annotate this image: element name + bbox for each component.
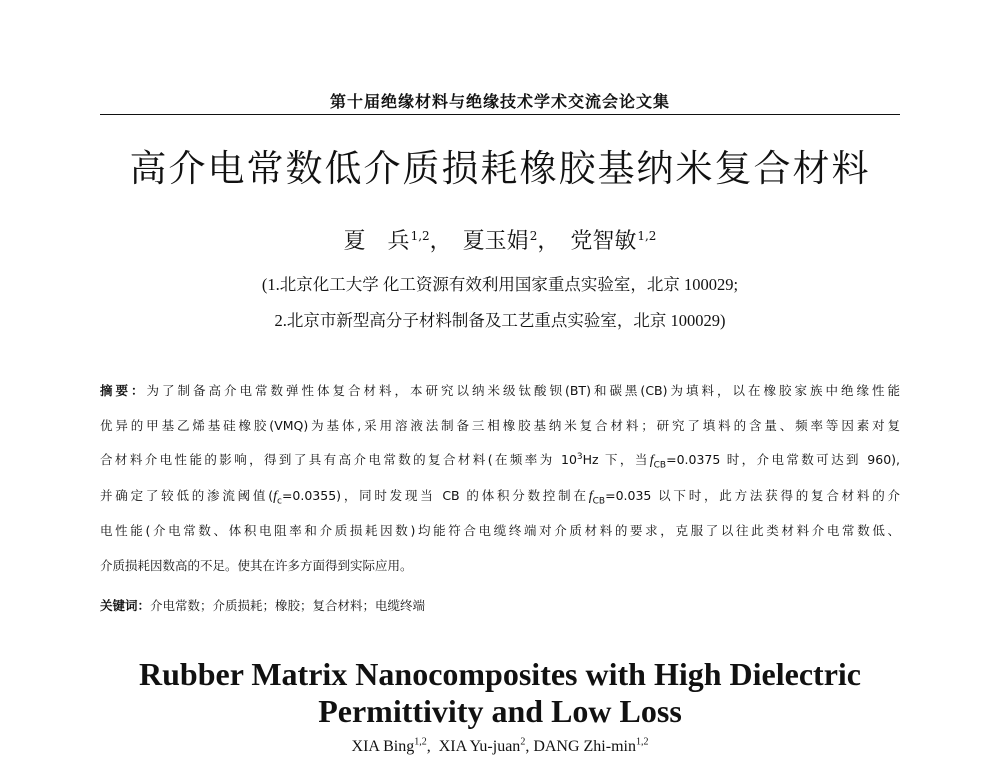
abstract-text: 合材料介电性能的影响，得到了具有高介电常数的复合材料(在频率为 10 [100,452,577,467]
running-head: 第十届绝缘材料与绝缘技术学术交流会论文集 [329,92,670,111]
abstract-text: =0.0355)，同时发现当 CB 的体积分数控制在 [281,487,589,503]
authors-cn [100,224,900,255]
author-en-2-aff: 2 [520,736,526,748]
abstract-line-5: 电性能(介电常数、体积电阻率和介质损耗因数)均能符合电缆终端对介质材料的要求，克服了以往此类材料介电常数低、 [100,523,900,538]
subscript: CB [592,496,606,506]
abstract-line-1 [100,374,900,409]
author-cn-1-name: 夏 兵 [343,229,410,254]
title-cn: 高介电常数低介质损耗橡胶基纳米复合材料 [129,147,871,190]
author-sep: ， [429,229,452,254]
author-sep: , [525,738,534,755]
abstract-text: =0.0375 时，介电常数可达到 960), [666,452,901,467]
subscript: CB [653,460,667,471]
author-en-1-name: XIA Bing [351,738,415,755]
abstract [100,374,900,583]
author-en-3-name: DANG Zhi-min [533,738,636,755]
author-cn-2 [463,229,564,254]
author-sep: , [426,738,439,755]
author-cn-1 [344,229,456,254]
header-rule [100,114,900,115]
author-cn-2-name: 夏玉娟 [462,229,529,254]
keywords [100,596,900,614]
title-en-line-2: Permittivity and Low Loss [318,693,682,729]
abstract-line-3 [100,443,900,479]
author-cn-3 [570,229,656,254]
title-en [100,656,900,730]
author-cn-3-aff: 1,2 [637,228,657,243]
symbol-f: f [273,488,277,504]
author-cn-2-aff: 2 [529,228,538,243]
abstract-line-6: 介质损耗因数高的不足。使其在许多方面得到实际应用。 [100,557,413,573]
abstract-line-2: 优异的甲基乙烯基硅橡胶(VMQ)为基体,采用溶液法制备三相橡胶基纳米复合材料；研究了填料的含量、频率等因素对复 [100,417,900,433]
abstract-text: 并确定了较低的渗流阈值( [100,487,274,503]
title-en-line-1: Rubber Matrix Nanocomposites with High Dielectric [139,656,861,692]
affiliation-2: 2.北京市新型高分子材料制备及工艺重点实验室，北京 100029) [274,311,726,330]
subscript: c [276,496,282,506]
authors-en [100,738,900,756]
superscript: 3 [576,451,583,462]
abstract-text: =0.035 以下时，此方法获得的复合材料的介 [605,487,900,503]
keywords-label: 关键词： [100,598,151,613]
keywords-text: 介电常数；介质损耗；橡胶；复合材料；电缆终端 [150,598,426,613]
abstract-text: 为了制备高介电常数弹性体复合材料，本研究以纳米级钛酸钡(BT)和碳黑(CB)为填料，以在橡胶家族中绝缘性能 [146,383,900,398]
affiliation-1: (1.北京化工大学 化工资源有效利用国家重点实验室，北京 100029; [261,275,739,294]
abstract-line-4 [100,479,900,515]
author-cn-3-name: 党智敏 [570,229,637,254]
author-en-3-aff: 1,2 [635,736,649,748]
abstract-text: Hz 下，当 [582,452,650,467]
author-en-2-name: XIA Yu-juan [438,738,521,755]
symbol-f: f [588,488,593,504]
author-sep: ， [537,229,560,254]
author-en-1-aff: 1,2 [414,736,427,748]
abstract-label: 摘要： [100,383,147,398]
author-cn-1-aff: 1,2 [410,228,430,243]
symbol-f: f [649,453,654,468]
